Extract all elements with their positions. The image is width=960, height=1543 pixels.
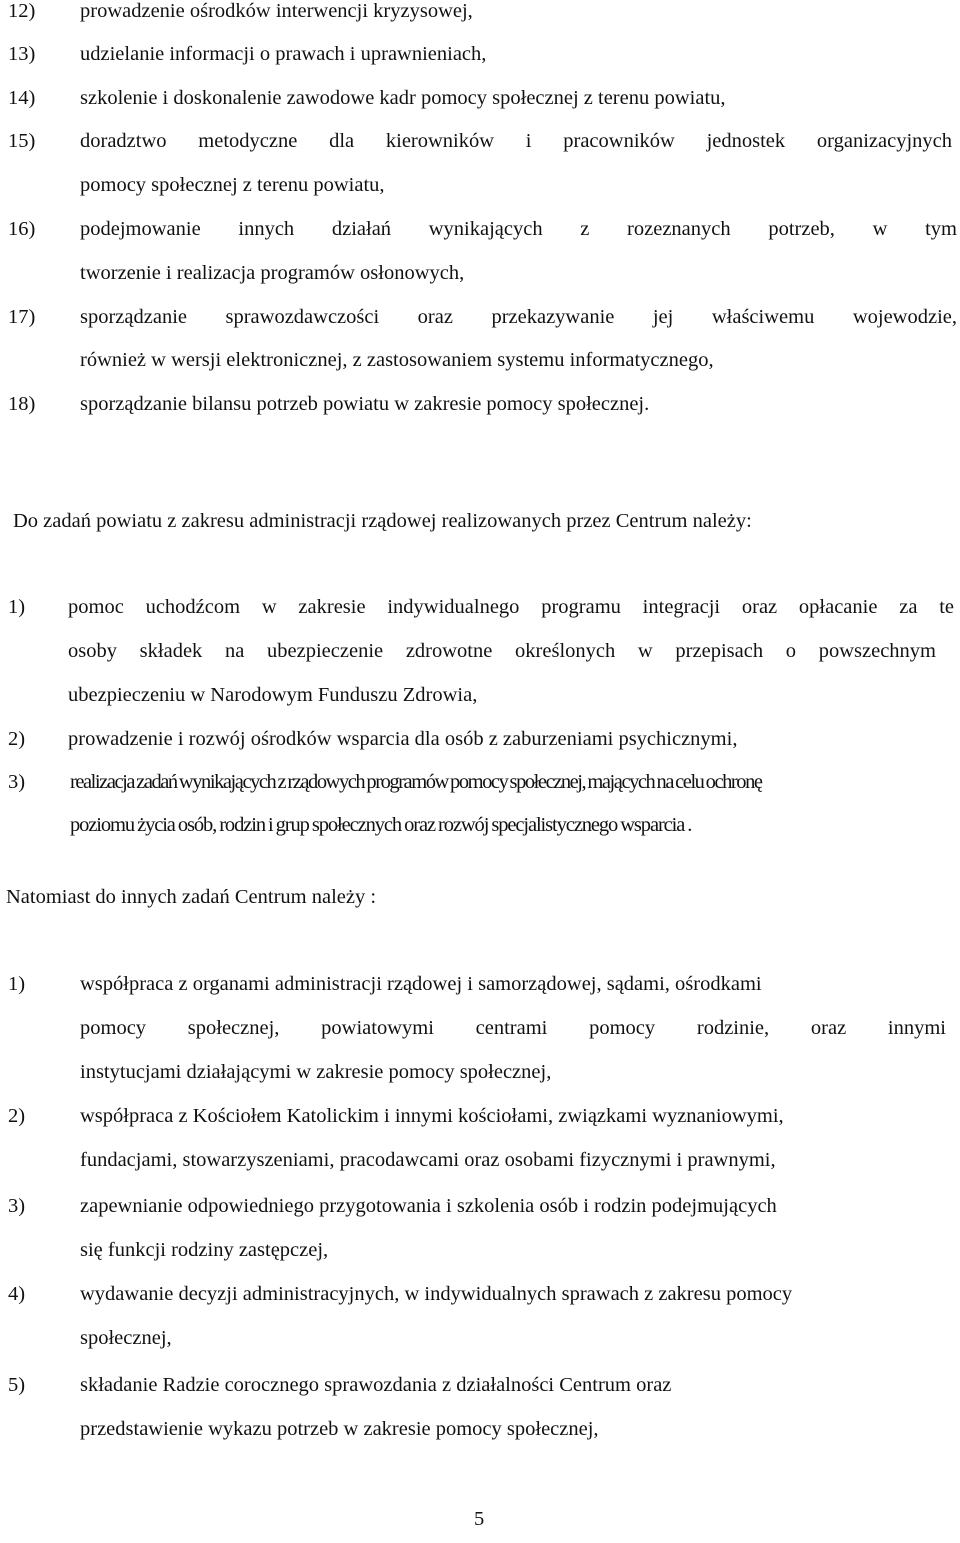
list-item-text: doradztwo metodyczne dla kierowników i pracowników jednostek organizacyjnych bbox=[80, 130, 952, 152]
list-item-text: przedstawienie wykazu potrzeb w zakresie pomocy społecznej, bbox=[80, 1418, 599, 1440]
list-item-text: się funkcji rodziny zastępczej, bbox=[80, 1239, 329, 1261]
list-number: 14) bbox=[8, 87, 36, 109]
list-number: 18) bbox=[8, 393, 36, 415]
list-number: 4) bbox=[8, 1283, 26, 1305]
page-number: 5 bbox=[474, 1508, 485, 1530]
list-item-text: również w wersji elektronicznej, z zastosowaniem systemu informatycznego, bbox=[80, 349, 714, 371]
list-number: 16) bbox=[8, 218, 36, 240]
list-number: 3) bbox=[8, 771, 26, 793]
list-item-text: fundacjami, stowarzyszeniami, pracodawcami oraz osobami fizycznymi i prawnymi, bbox=[80, 1149, 776, 1171]
list-number: 1) bbox=[8, 596, 26, 618]
list-item-text: społecznej, bbox=[80, 1327, 172, 1349]
list-number: 17) bbox=[8, 306, 36, 328]
list-item-text: wydawanie decyzji administracyjnych, w indywidualnych sprawach z zakresu pomocy bbox=[80, 1283, 793, 1305]
list-item-text: współpraca z Kościołem Katolickim i innymi kościołami, związkami wyznaniowymi, bbox=[80, 1105, 784, 1127]
list-item-text: prowadzenie ośrodków interwencji kryzysowej, bbox=[80, 0, 473, 22]
list-item-text: ubezpieczeniu w Narodowym Funduszu Zdrowia, bbox=[68, 684, 478, 706]
list-number: 2) bbox=[8, 728, 26, 750]
list-number: 12) bbox=[8, 0, 36, 22]
list-number: 1) bbox=[8, 973, 26, 995]
list-item-text: podejmowanie innych działań wynikających z rozeznanych potrzeb, w tym bbox=[80, 218, 957, 240]
list-item-text: sporządzanie sprawozdawczości oraz przekazywanie jej właściwemu wojewodzie, bbox=[80, 306, 957, 328]
list-item-text: pomocy społecznej, powiatowymi centrami pomocy rodzinie, oraz innymi bbox=[80, 1017, 946, 1039]
list-item-text: pomoc uchodźcom w zakresie indywidualnego programu integracji oraz opłacanie za te bbox=[68, 596, 954, 618]
list-item-text: poziomu życia osób, rodzin i grup społecznych oraz rozwój specjalistycznego wsparcia . bbox=[70, 814, 692, 836]
list-item-text: prowadzenie i rozwój ośrodków wsparcia dla osób z zaburzeniami psychicznymi, bbox=[68, 728, 738, 750]
list-number: 13) bbox=[8, 43, 36, 65]
list-item-text: składanie Radzie corocznego sprawozdania z działalności Centrum oraz bbox=[80, 1374, 672, 1396]
section-heading-other: Natomiast do innych zadań Centrum należy : bbox=[6, 886, 377, 908]
list-item-text: instytucjami działającymi w zakresie pomocy społecznej, bbox=[80, 1061, 552, 1083]
list-item-text: współpraca z organami administracji rządowej i samorządowej, sądami, ośrodkami bbox=[80, 973, 762, 995]
list-item-text: pomocy społecznej z terenu powiatu, bbox=[80, 174, 385, 196]
list-item-text: tworzenie i realizacja programów osłonowych, bbox=[80, 262, 465, 284]
list-item-text: szkolenie i doskonalenie zawodowe kadr pomocy społecznej z terenu powiatu, bbox=[80, 87, 726, 109]
list-item-text: sporządzanie bilansu potrzeb powiatu w zakresie pomocy społecznej. bbox=[80, 393, 650, 415]
list-number: 5) bbox=[8, 1374, 26, 1396]
list-item-text: udzielanie informacji o prawach i uprawnieniach, bbox=[80, 43, 487, 65]
list-item-text: zapewnianie odpowiedniego przygotowania i szkolenia osób i rodzin podejmujących bbox=[80, 1195, 777, 1217]
list-number: 15) bbox=[8, 130, 36, 152]
list-number: 2) bbox=[8, 1105, 26, 1127]
section-heading-admin: Do zadań powiatu z zakresu administracji rządowej realizowanych przez Centrum należy: bbox=[13, 510, 752, 532]
list-item-text: osoby składek na ubezpieczenie zdrowotne określonych w przepisach o powszechnym bbox=[68, 640, 936, 662]
list-number: 3) bbox=[8, 1195, 26, 1217]
list-item-text: realizacja zadań wynikających z rządowych programów pomocy społecznej, mających na celu ochronę bbox=[70, 771, 762, 793]
